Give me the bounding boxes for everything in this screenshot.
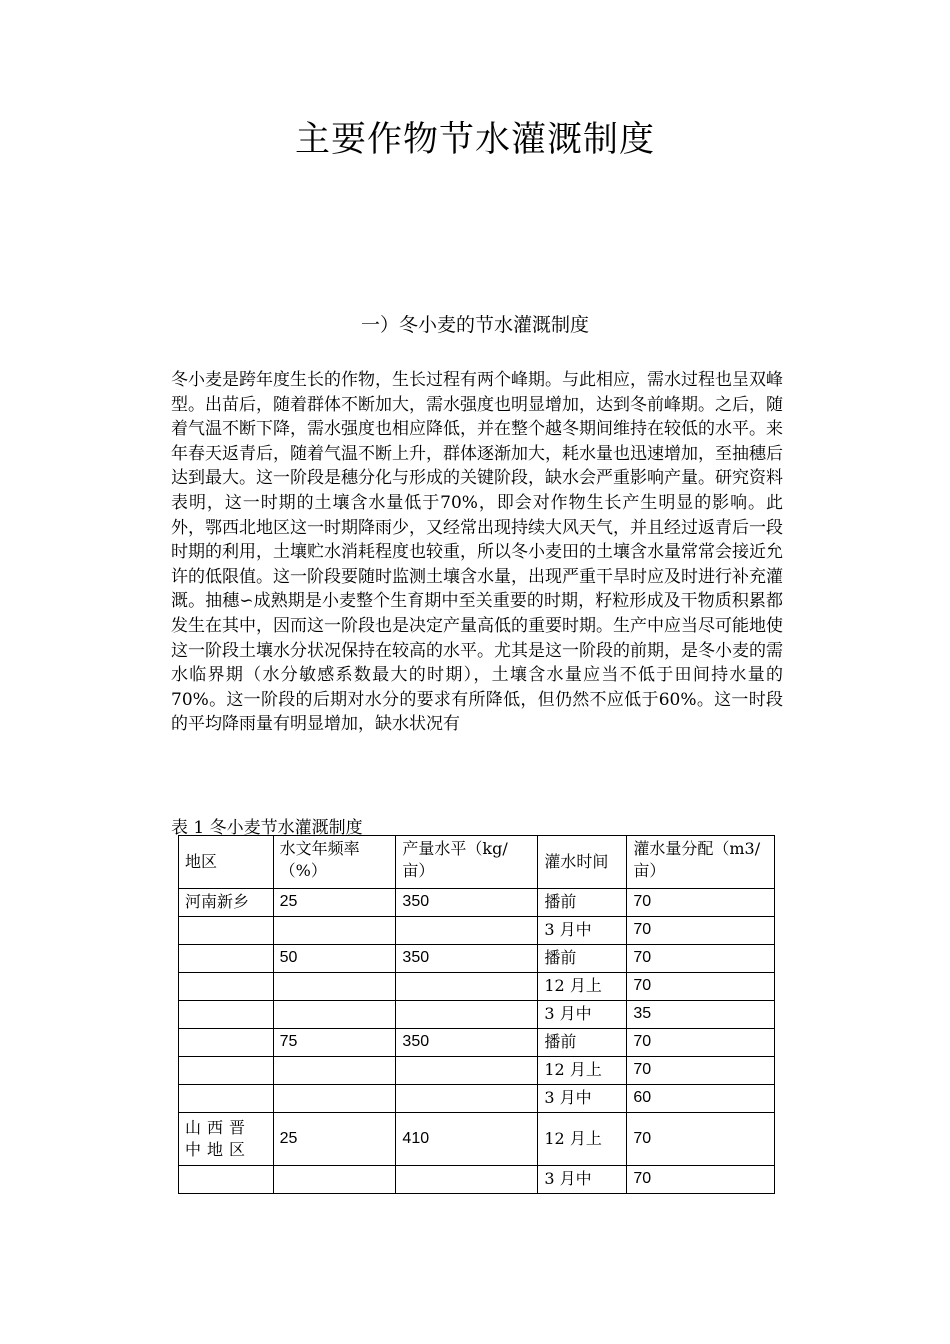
- cell-region: [179, 1029, 274, 1057]
- cell-time: 12 月上: [538, 973, 627, 1001]
- cell-frequency: 50: [273, 945, 396, 973]
- table-row: [179, 1029, 775, 1057]
- cell-frequency: [273, 1057, 396, 1085]
- cell-amount: 70: [627, 889, 775, 917]
- cell-amount: 35: [627, 1001, 775, 1029]
- cell-amount: 60: [627, 1085, 775, 1113]
- cell-time: 播前: [538, 945, 627, 973]
- cell-frequency: 75: [273, 1029, 396, 1057]
- header-amount: 灌水量分配（m3/亩）: [627, 836, 775, 889]
- cell-yield: [396, 917, 538, 945]
- header-region: 地区: [179, 836, 274, 889]
- cell-region: [179, 973, 274, 1001]
- cell-frequency: [273, 1001, 396, 1029]
- table-row: [179, 1166, 775, 1194]
- cell-frequency: [273, 917, 396, 945]
- cell-frequency: [273, 973, 396, 1001]
- cell-region: 河南新乡: [179, 889, 274, 917]
- irrigation-table: [178, 835, 775, 1194]
- cell-yield: 350: [396, 945, 538, 973]
- cell-region: [179, 945, 274, 973]
- cell-time: 3 月中: [538, 1085, 627, 1113]
- cell-yield: 350: [396, 889, 538, 917]
- table-header-row: [179, 836, 775, 889]
- table-row: [179, 1001, 775, 1029]
- header-yield: 产量水平（kg/亩）: [396, 836, 538, 889]
- cell-frequency: [273, 1166, 396, 1194]
- cell-frequency: [273, 1085, 396, 1113]
- header-frequency: 水文年频率（%）: [273, 836, 396, 889]
- cell-time: 12 月上: [538, 1113, 627, 1166]
- section-heading: 一）冬小麦的节水灌溉制度: [360, 314, 589, 336]
- cell-region: [179, 917, 274, 945]
- table-row: [179, 1085, 775, 1113]
- cell-time: 12 月上: [538, 1057, 627, 1085]
- cell-region: [179, 1085, 274, 1113]
- cell-amount: 70: [627, 973, 775, 1001]
- table-row: [179, 1057, 775, 1085]
- cell-yield: [396, 1001, 538, 1029]
- header-time: 灌水时间: [538, 836, 627, 889]
- cell-region: [179, 1057, 274, 1085]
- cell-yield: 350: [396, 1029, 538, 1057]
- document-title: 主要作物节水灌溉制度: [294, 120, 655, 160]
- cell-region: [179, 1166, 274, 1194]
- cell-region: [179, 1001, 274, 1029]
- cell-yield: [396, 1085, 538, 1113]
- cell-time: 播前: [538, 889, 627, 917]
- cell-yield: [396, 1057, 538, 1085]
- cell-amount: 70: [627, 1166, 775, 1194]
- cell-yield: [396, 1166, 538, 1194]
- table-caption: 表 1 冬小麦节水灌溉制度: [171, 818, 363, 838]
- cell-amount: 70: [627, 917, 775, 945]
- cell-time: 3 月中: [538, 917, 627, 945]
- cell-time: 3 月中: [538, 1001, 627, 1029]
- cell-region: 山西晋中地区: [179, 1113, 274, 1166]
- cell-frequency: 25: [273, 1113, 396, 1166]
- table-row: [179, 945, 775, 973]
- cell-time: 播前: [538, 1029, 627, 1057]
- body-paragraph: 冬小麦是跨年度生长的作物，生长过程有两个峰期。与此相应，需水过程也呈双峰型。出苗后，随着群体不断加大，需水强度也明显增加，达到冬前峰期。之后，随着气温不断下降，需水强度也相应降低，并在整个越冬期间维持在较低的水平。来年春天返青后，随着气温不断上升，群体逐渐加大，耗水量也迅速增加，至抽穗后达到最大。这一阶段是穗分化与形成的关键阶段，缺水会严重影响产量。研究资料表明，这一时期的土壤含水量低于70%，即会对作物生长产生明显的影响。此外，鄂西北地区这一时期降雨少，又经常出现持续大风天气，并且经过返青后一段时期的利用，土壤贮水消耗程度也较重，所以冬小麦田的土壤含水量常常会接近允许的低限值。这一阶段要随时监测土壤含水量，出现严重干旱时应及时进行补充灌溉。抽穗∽成熟期是小麦整个生育期中至关重要的时期，籽粒形成及干物质积累都发生在其中，因而这一阶段也是决定产量高低的重要时期。生产中应当尽可能地使这一阶段土壤水分状况保持在较高的水平。尤其是这一阶段的前期，是冬小麦的需水临界期（水分敏感系数最大的时期），土壤含水量应当不低于田间持水量的70%。这一阶段的后期对水分的要求有所降低，但仍然不应低于60%。这一时段的平均降雨量有明显增加，缺水状况有: [171, 370, 783, 735]
- cell-yield: 410: [396, 1113, 538, 1166]
- cell-amount: 70: [627, 1057, 775, 1085]
- cell-amount: 70: [627, 1029, 775, 1057]
- table-row: [179, 1113, 775, 1166]
- table-row: [179, 973, 775, 1001]
- cell-yield: [396, 973, 538, 1001]
- table-row: [179, 917, 775, 945]
- cell-amount: 70: [627, 1113, 775, 1166]
- cell-time: 3 月中: [538, 1166, 627, 1194]
- cell-amount: 70: [627, 945, 775, 973]
- table-row: [179, 889, 775, 917]
- cell-frequency: 25: [273, 889, 396, 917]
